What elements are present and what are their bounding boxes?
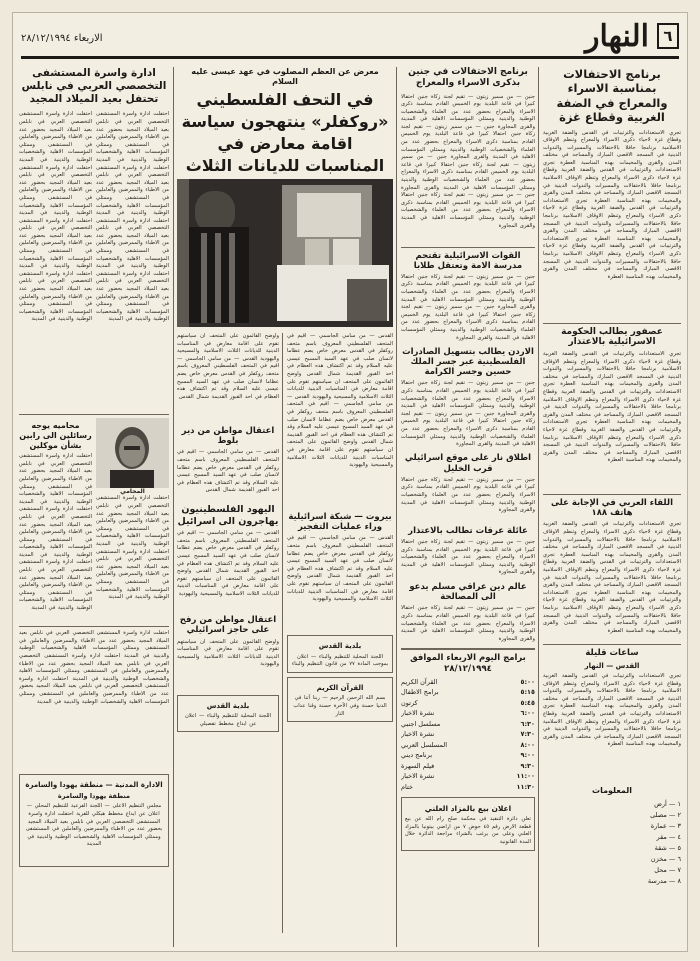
notice-region: منطقة يهودا والسامرة — [57, 791, 131, 800]
tv-schedule-row — [401, 687, 535, 698]
tv-schedule-row — [401, 708, 535, 719]
tv-schedule-row — [401, 729, 535, 740]
list-item: ٨ — مدرسة — [647, 876, 681, 885]
dateline: القدس — النهار — [584, 661, 640, 670]
tv-schedule-row — [401, 719, 535, 730]
article-subheadline: عصفور يطالب الحكومة الاسرائيلية بالاعتذار — [561, 326, 663, 348]
article-body: تجري الاستعدادات والترتيبات في القدس والضفة الغربية وقطاع غزة لاحياء ذكرى الاسراء والمعراج وتنظم الاوقاف الاسلامية برنامجا حافلا بالاحتفالات والمسيرات والندوات الدينية في المسجد الاقصى المبارك والمساجد في مختلف المدن والقرى والمخيمات بهذه المناسبة العطرة تجري الاستعدادات والترتيبات في القدس والضفة الغربية وقطاع غزة لاحياء ذكرى الاسراء والمعراج وتنظم الاوقاف الاسلامية برنامجا حافلا بالاحتفالات والمسيرات والندوات الدينية في المسجد الاقصى المبارك والمساجد في مختلف المدن والقرى والمخيمات بهذه المناسبة العطرة — [543, 673, 681, 748]
article-body: جنين — من سمير زيتون — تقيم لجنة زكاة جنين احتفالا كبيرا في قاعة البلدية يوم الخميس القادم بمناسبة ذكرى الاسراء والمعراج بحضور عدد من العلماء والشخصيات الوطنية والدينية وممثلي المؤسسات الاهلية في المدينة والقرى المجاورة — [401, 476, 535, 514]
article-body: تجري الاستعدادات والترتيبات في القدس والضفة الغربية وقطاع غزة لاحياء ذكرى الاسراء والمعراج وتنظم الاوقاف الاسلامية برنامجا حافلا بالاحتفالات والمسيرات والندوات الدينية في المسجد الاقصى المبارك والمساجد في مختلف المدن والقرى والمخيمات بهذه المناسبة العطرة تجري الاستعدادات والترتيبات في القدس والضفة الغربية وقطاع غزة لاحياء ذكرى الاسراء والمعراج وتنظم الاوقاف الاسلامية برنامجا حافلا بالاحتفالات والمسيرات والندوات الدينية في المسجد الاقصى المبارك والمساجد في مختلف المدن والقرى والمخيمات بهذه المناسبة العطرة تجري الاستعدادات والترتيبات في القدس والضفة الغربية وقطاع غزة لاحياء ذكرى الاسراء والمعراج وتنظم الاوقاف الاسلامية برنامجا حافلا بالاحتفالات والمسيرات والندوات الدينية في المسجد الاقصى المبارك والمساجد في مختلف المدن والقرى والمخيمات بهذه المناسبة العطرة تجري الاستعدادات والترتيبات في القدس والضفة الغربية وقطاع غزة لاحياء ذكرى الاسراء والمعراج وتنظم الاوقاف الاسلامية برنامجا حافلا بالاحتفالات والمسيرات والندوات الدينية في المسجد الاقصى المبارك والمساجد في مختلف المدن والقرى والمخيمات بهذه المناسبة العطرة — [543, 129, 681, 280]
list-heading: المعلومات — [592, 786, 632, 796]
masthead — [21, 19, 679, 59]
article-body: احتفلت ادارة واسرة المستشفى التخصصي العربي في نابلس بعيد الميلاد المجيد بحضور عدد من الاطباء والممرضين والعاملين في المستشفى وممثلي المؤسسات الاهلية والشخصيات الوطنية والدينية في المدينة احتفلت ادارة واسرة المستشفى التخصصي العربي في نابلس بعيد الميلاد المجيد بحضور عدد من الاطباء والممرضين والعاملين في المستشفى وممثلي المؤسسات الاهلية والشخصيات الوطنية والدينية في المدينة احتفلت ادارة واسرة المستشفى التخصصي العربي في نابلس بعيد الميلاد المجيد بحضور عدد من الاطباء والممرضين والعاملين في المستشفى وممثلي المؤسسات الاهلية والشخصيات الوطنية والدينية في المدينة احتفلت ادارة واسرة المستشفى التخصصي العربي في نابلس بعيد الميلاد المجيد بحضور عدد من الاطباء والممرضين والعاملين في المستشفى وممثلي المؤسسات الاهلية والشخصيات الوطنية والدينية في المدينة — [96, 111, 169, 323]
tv-schedule-row — [401, 677, 535, 688]
article-subheadline: ساعات قليلة — [585, 648, 639, 659]
tv-program-title: مسلسل اجنبي — [401, 719, 441, 728]
article-subheadline: بيروت — شبكة اسرائيلية وراء عمليات التفجير — [288, 512, 392, 533]
column-rule — [173, 67, 174, 947]
tv-time: ٩:٣٠ — [520, 761, 535, 770]
article-headline: برنامج الاحتفالات بمناسبة الاسراء والمعراج في الضفة الغربية وقطاع غزة — [556, 67, 668, 125]
tv-schedule-row — [401, 771, 535, 782]
page-number: ٦ — [657, 23, 679, 49]
second-column — [401, 67, 535, 947]
tv-program-title: نشرة الاخبار — [401, 730, 435, 739]
list-item: ٣ — عمارة — [650, 821, 681, 830]
article-body: تجري الاستعدادات والترتيبات في القدس والضفة الغربية وقطاع غزة لاحياء ذكرى الاسراء والمعراج وتنظم الاوقاف الاسلامية برنامجا حافلا بالاحتفالات والمسيرات والندوات الدينية في المسجد الاقصى المبارك والمساجد في مختلف المدن والقرى والمخيمات بهذه المناسبة العطرة تجري الاستعدادات والترتيبات في القدس والضفة الغربية وقطاع غزة لاحياء ذكرى الاسراء والمعراج وتنظم الاوقاف الاسلامية برنامجا حافلا بالاحتفالات والمسيرات والندوات الدينية في المسجد الاقصى المبارك والمساجد في مختلف المدن والقرى والمخيمات بهذه المناسبة العطرة تجري الاستعدادات والترتيبات في القدس والضفة الغربية وقطاع غزة لاحياء ذكرى الاسراء والمعراج وتنظم الاوقاف الاسلامية برنامجا حافلا بالاحتفالات والمسيرات والندوات الدينية في المسجد الاقصى المبارك والمساجد في مختلف المدن والقرى والمخيمات بهذه المناسبة العطرة — [543, 521, 681, 634]
list-item: ٤ — مقر — [656, 832, 681, 841]
tv-time: ١١:٠٠ — [516, 772, 535, 781]
article-body: القدس — من سامي الجاسمي — اقيم في المتحف الفلسطيني المعروف باسم متحف روكفلر في القدس معرض خاص يضم عظاما لانسان صلب في عهد السيد المسيح عيسى عليه السلام وقد تم اكتشاف هذه العظام في احد القبور القديمة شمال القدس واوضح القائمون على المتحف ان سياستهم تقوم على اقامة معارض في المناسبات الدينية للديانات الثلاث الاسلامية والمسيحية واليهودية — [177, 530, 279, 597]
tv-schedule-row — [401, 782, 535, 793]
tv-time: ٥:٠٠ — [520, 677, 535, 686]
tv-program-title: فيلم السهرة — [401, 761, 435, 770]
article-subheadline: اعتقال مواطن من رفح على حاجز اسرائيلي — [179, 615, 277, 636]
tv-program-title: نشرة الاخبار — [401, 772, 435, 781]
left-column — [19, 67, 169, 947]
notice-title: القرآن الكريم — [316, 683, 364, 692]
newspaper-page — [12, 12, 688, 952]
article-subheadline: عائلة عرفات تطالب بالاعتذار — [408, 525, 528, 536]
lawyer-article — [19, 418, 169, 623]
article-subheadline: اعتقال مواطن من دير بلوط — [181, 426, 275, 447]
auction-notice — [401, 797, 535, 850]
article-kicker: معرض عن العظم المصلوب في عهد عيسى عليه السلام — [191, 67, 379, 86]
newspaper-logo: النهار — [585, 19, 649, 54]
tv-schedule-row — [401, 740, 535, 751]
civil-admin-notice — [19, 774, 169, 867]
list-item: ١ — أرض — [654, 799, 681, 808]
quran-notice — [287, 677, 393, 722]
article-body: واوضح القائمون على المتحف ان سياستهم تقوم على اقامة معارض في المناسبات الدينية للديانات الثلاث الاسلامية والمسيحية واليهودية القدس — من سامي الجاسمي — اقيم في المتحف الفلسطيني المعروف باسم متحف روكفلر في القدس معرض خاص يضم عظاما لانسان صلب في عهد السيد المسيح عيسى عليه السلام وقد تم اكتشاف هذه العظام في احد القبور القديمة شمال القدس — [177, 333, 279, 400]
article-body: القدس — من سامي الجاسمي — اقيم في المتحف الفلسطيني المعروف باسم متحف روكفلر في القدس معرض خاص يضم عظاما لانسان صلب في عهد السيد المسيح عيسى عليه السلام وقد تم اكتشاف هذه العظام في احد القبور القديمة شمال القدس واوضح القائمون على المتحف ان سياستهم تقوم على اقامة معارض في المناسبات الدينية للديانات الثلاث الاسلامية والمسيحية واليهودية القدس — من سامي الجاسمي — اقيم في المتحف الفلسطيني المعروف باسم متحف روكفلر في القدس معرض خاص يضم عظاما لانسان صلب في عهد السيد المسيح عيسى عليه السلام وقد تم اكتشاف هذه العظام في احد القبور القديمة شمال القدس واوضح القائمون على المتحف ان سياستهم تقوم على اقامة معارض في المناسبات الدينية للديانات الثلاث الاسلامية والمسيحية واليهودية — [287, 333, 393, 469]
portrait-illustration — [96, 418, 169, 488]
article-subheadline: عالم دين عراقي مسلم يدعو الى المصالحة — [409, 582, 527, 603]
numbered-list — [543, 799, 681, 887]
tv-schedule-heading: برامج اليوم الاربعاء الموافق ٢٨/١٢/١٩٩٤ — [410, 653, 526, 674]
notice-body: تعلن دائرة التنفيذ في محكمة صلح رام الله عن بيع قطعة الارض رقم ٤٥ حوض ٧ من اراضي بيتونيا بالمزاد العلني وعلى من يرغب بالشراء مراجعة الدائرة خلال المدة القانونية — [405, 816, 531, 846]
tv-time: ٩:٠٠ — [520, 751, 535, 760]
lead-headline: في التحف الفلسطيني «روكفلر» ينتهجون سياسة اقامة معارض في المناسبات للديانات الثلاث — [181, 90, 389, 175]
notice-title: بلدية القدس — [318, 642, 362, 651]
right-column — [543, 67, 681, 947]
notice-title: اعلان بيع بالمزاد العلني — [424, 804, 512, 814]
tv-time: ٦:٠٠ — [520, 709, 535, 718]
article-body: تجري الاستعدادات والترتيبات في القدس والضفة الغربية وقطاع غزة لاحياء ذكرى الاسراء والمعراج وتنظم الاوقاف الاسلامية برنامجا حافلا بالاحتفالات والمسيرات والندوات الدينية في المسجد الاقصى المبارك والمساجد في مختلف المدن والقرى والمخيمات بهذه المناسبة العطرة تجري الاستعدادات والترتيبات في القدس والضفة الغربية وقطاع غزة لاحياء ذكرى الاسراء والمعراج وتنظم الاوقاف الاسلامية برنامجا حافلا بالاحتفالات والمسيرات والندوات الدينية في المسجد الاقصى المبارك والمساجد في مختلف المدن والقرى والمخيمات بهذه المناسبة العطرة تجري الاستعدادات والترتيبات في القدس والضفة الغربية وقطاع غزة لاحياء ذكرى الاسراء والمعراج وتنظم الاوقاف الاسلامية برنامجا حافلا بالاحتفالات والمسيرات والندوات الدينية في المسجد الاقصى المبارك والمساجد في مختلف المدن والقرى والمخيمات بهذه المناسبة العطرة — [543, 351, 681, 464]
article-body: احتفلت ادارة واسرة المستشفى التخصصي العربي في نابلس بعيد الميلاد المجيد بحضور عدد من الاطباء والممرضين والعاملين في المستشفى وممثلي المؤسسات الاهلية والشخصيات الوطنية والدينية في المدينة احتفلت ادارة واسرة المستشفى التخصصي العربي في نابلس بعيد الميلاد المجيد بحضور عدد من الاطباء والممرضين والعاملين في المستشفى وممثلي المؤسسات الاهلية والشخصيات الوطنية والدينية في المدينة احتفلت ادارة واسرة المستشفى التخصصي العربي في نابلس بعيد الميلاد المجيد بحضور عدد من الاطباء والممرضين والعاملين في المستشفى وممثلي المؤسسات الاهلية والشخصيات الوطنية والدينية في المدينة — [19, 453, 92, 612]
article-body: جنين — من سمير زيتون — تقيم لجنة زكاة جنين احتفالا كبيرا في قاعة البلدية يوم الخميس القادم بمناسبة ذكرى الاسراء والمعراج بحضور عدد من العلماء والشخصيات الوطنية والدينية وممثلي المؤسسات الاهلية في المدينة والقرى المجاورة جنين — من سمير زيتون — تقيم لجنة زكاة جنين احتفالا كبيرا في قاعة البلدية يوم الخميس القادم بمناسبة ذكرى الاسراء والمعراج بحضور عدد من العلماء والشخصيات الوطنية والدينية وممثلي المؤسسات الاهلية في المدينة والقرى المجاورة جنين — من سمير زيتون — تقيم لجنة زكاة جنين احتفالا كبيرا في قاعة البلدية يوم الخميس القادم بمناسبة ذكرى الاسراء والمعراج بحضور عدد من العلماء والشخصيات الوطنية والدينية وممثلي المؤسسات الاهلية في المدينة والقرى المجاورة جنين — من سمير زيتون — تقيم لجنة زكاة جنين احتفالا كبيرا في قاعة البلدية يوم الخميس القادم بمناسبة ذكرى الاسراء والمعراج بحضور عدد من العلماء والشخصيات الوطنية والدينية وممثلي المؤسسات الاهلية في المدينة والقرى المجاورة — [401, 93, 535, 229]
notice-body: اللجنة المحلية للتنظيم والبناء — اعلان عن ايداع مخطط تفصيلي — [184, 712, 272, 727]
tv-program-title: برامج الاطفال — [401, 688, 439, 697]
center-column — [177, 67, 393, 947]
notice-title: الادارة المدنية — منطقة يهودا والسامرة — [25, 781, 163, 790]
center-articles — [177, 333, 393, 943]
article-subheadline: الاردن يطالب بتسهيل الصادرات الفلسطينية عبر جسر الملك حسين وجسر الكرامة — [402, 346, 534, 378]
tv-time: ٥:٤٥ — [520, 698, 535, 707]
tv-schedule-row — [401, 698, 535, 709]
museum-photo — [177, 179, 393, 327]
municipality-notice — [177, 695, 279, 733]
tv-program-title: المسلسل العربي — [401, 740, 448, 749]
list-item: ٥ — شقة — [654, 843, 681, 852]
article-body: احتفلت ادارة واسرة المستشفى التخصصي العربي في نابلس بعيد الميلاد المجيد بحضور عدد من الاطباء والممرضين والعاملين في المستشفى وممثلي المؤسسات الاهلية والشخصيات الوطنية والدينية في المدينة احتفلت ادارة واسرة المستشفى التخصصي العربي في نابلس بعيد الميلاد المجيد بحضور عدد من الاطباء والممرضين والعاملين في المستشفى وممثلي المؤسسات الاهلية والشخصيات الوطنية والدينية في المدينة احتفلت ادارة واسرة المستشفى التخصصي العربي في نابلس بعيد الميلاد المجيد بحضور عدد من الاطباء والممرضين والعاملين في المستشفى وممثلي المؤسسات الاهلية والشخصيات الوطنية والدينية في المدينة احتفلت ادارة واسرة المستشفى التخصصي العربي في نابلس بعيد الميلاد المجيد بحضور عدد من الاطباء والممرضين والعاملين في المستشفى وممثلي المؤسسات الاهلية والشخصيات الوطنية والدينية في المدينة — [19, 111, 92, 323]
article-subheadline: اللقاء العربي في الإجابة على هاتف ١٨٨ — [551, 498, 673, 519]
tv-time: ٥:١٥ — [520, 688, 535, 697]
tv-program-title: نشرة الاخبار — [401, 709, 435, 718]
tv-program-title: كرتون — [401, 698, 418, 707]
lawyer-portrait — [96, 418, 169, 488]
column-rule — [538, 67, 539, 947]
municipality-notice — [287, 635, 393, 673]
tv-time: ٦:٣٠ — [520, 719, 535, 728]
museum-photo-illustration — [177, 179, 393, 327]
article-headline: ادارة واسرة المستشفى التخصصي العربي في نابلس تحتفل بعيد الميلاد المجيد — [21, 67, 167, 106]
article-body: جنين — من سمير زيتون — تقيم لجنة زكاة جنين احتفالا كبيرا في قاعة البلدية يوم الخميس القادم بمناسبة ذكرى الاسراء والمعراج بحضور عدد من العلماء والشخصيات الوطنية والدينية وممثلي المؤسسات الاهلية في المدينة والقرى المجاورة — [401, 605, 535, 642]
tv-program-title: القرآن الكريم — [401, 677, 438, 686]
issue-date: الاربعاء ٢٨/١٢/١٩٩٤ — [21, 33, 103, 44]
article-body: واوضح القائمون على المتحف ان سياستهم تقوم على اقامة معارض في المناسبات الدينية للديانات الثلاث الاسلامية والمسيحية واليهودية — [177, 638, 279, 668]
list-item: ٧ — محل — [654, 865, 681, 874]
notice-title: بلدية القدس — [206, 701, 250, 710]
tv-time: ١١:٣٠ — [516, 782, 535, 791]
column-rule — [396, 67, 397, 947]
tv-program-title: ختام — [401, 782, 413, 791]
list-item: ٢ — مصلى — [650, 810, 681, 819]
article-body: القدس — من سامي الجاسمي — اقيم في المتحف الفلسطيني المعروف باسم متحف روكفلر في القدس معرض خاص يضم عظاما لانسان صلب في عهد السيد المسيح عيسى عليه السلام وقد تم اكتشاف هذه العظام في احد القبور القديمة شمال القدس واوضح القائمون على المتحف ان سياستهم تقوم على اقامة معارض في المناسبات الدينية للديانات الثلاث الاسلامية والمسيحية واليهودية — [287, 535, 393, 603]
article-subheadline: اليهود الفلسطينيون يهاجرون الى اسرائيل — [177, 504, 279, 527]
photo-caption: المحامي — [120, 488, 145, 496]
article-body: القدس — من سامي الجاسمي — اقيم في المتحف الفلسطيني المعروف باسم متحف روكفلر في القدس معرض خاص يضم عظاما لانسان صلب في عهد السيد المسيح عيسى عليه السلام وقد تم اكتشاف هذه العظام في احد القبور القديمة شمال القدس — [177, 449, 279, 494]
tv-schedule-row — [401, 750, 535, 761]
list-item: ٦ — مخزن — [650, 854, 681, 863]
article-subheadline: اطلاق نار على موقع اسرائيلي قرب الخليل — [404, 453, 532, 474]
left-article-columns — [19, 111, 169, 411]
article-body: احتفلت ادارة واسرة المستشفى التخصصي العربي في نابلس بعيد الميلاد المجيد بحضور عدد من الاطباء والممرضين والعاملين في المستشفى وممثلي المؤسسات الاهلية والشخصيات الوطنية والدينية في المدينة احتفلت ادارة واسرة المستشفى التخصصي العربي في نابلس بعيد الميلاد المجيد بحضور عدد من الاطباء والممرضين والعاملين في المستشفى وممثلي المؤسسات الاهلية والشخصيات الوطنية والدينية في المدينة — [96, 495, 169, 601]
article-headline: برنامج الاحتفالات في جنين بذكرى الاسراء والمعراج — [408, 67, 528, 89]
tv-schedule — [401, 677, 535, 793]
notice-body: اللجنة المحلية للتنظيم والبناء — اعلان بموجب المادة ٧٧ من قانون التنظيم والبناء — [291, 653, 389, 668]
tv-time: ٧:٣٠ — [520, 730, 535, 739]
tv-program-title: برنامج ديني — [401, 751, 433, 760]
notice-body: بسم الله الرحمن الرحيم — ربنا آتنا في الدنيا حسنة وفي الآخرة حسنة وقنا عذاب النار — [293, 695, 387, 717]
article-body: جنين — من سمير زيتون — تقيم لجنة زكاة جنين احتفالا كبيرا في قاعة البلدية يوم الخميس القادم بمناسبة ذكرى الاسراء والمعراج بحضور عدد من العلماء والشخصيات الوطنية والدينية وممثلي المؤسسات الاهلية في المدينة والقرى المجاورة — [401, 539, 535, 576]
tv-time: ٨:٠٠ — [520, 740, 535, 749]
notice-body: مجلس التنظيم الاعلى — اللجنة الفرعية للتنظيم المحلي — اعلان عن ايداع مخطط هيكلي للقرية احتفلت ادارة واسرة المستشفى التخصصي العربي في نابلس بعيد الميلاد المجيد بحضور عدد من الاطباء والممرضين والعاملين في المستشفى وممثلي المؤسسات الاهلية والشخصيات الوطنية والدينية في المدينة — [25, 803, 163, 848]
article-subheadline: القوات الاسرائيلية تقتحم مدرسة الامة وتعتقل طلابا — [413, 250, 523, 271]
tv-schedule-row — [401, 761, 535, 772]
article-body: جنين — من سمير زيتون — تقيم لجنة زكاة جنين احتفالا كبيرا في قاعة البلدية يوم الخميس القادم بمناسبة ذكرى الاسراء والمعراج بحضور عدد من العلماء والشخصيات الوطنية والدينية وممثلي المؤسسات الاهلية في المدينة والقرى المجاورة جنين — من سمير زيتون — تقيم لجنة زكاة جنين احتفالا كبيرا في قاعة البلدية يوم الخميس القادم بمناسبة ذكرى الاسراء والمعراج بحضور عدد من العلماء والشخصيات الوطنية والدينية وممثلي المؤسسات الاهلية في المدينة والقرى المجاورة — [401, 380, 535, 448]
article-body: احتفلت ادارة واسرة المستشفى التخصصي العربي في نابلس بعيد الميلاد المجيد بحضور عدد من الاطباء والممرضين والعاملين في المستشفى وممثلي المؤسسات الاهلية والشخصيات الوطنية والدينية في المدينة احتفلت ادارة واسرة المستشفى التخصصي العربي في نابلس بعيد الميلاد المجيد بحضور عدد من الاطباء والممرضين والعاملين في المستشفى وممثلي المؤسسات الاهلية والشخصيات الوطنية والدينية في المدينة احتفلت ادارة واسرة المستشفى التخصصي العربي في نابلس بعيد الميلاد المجيد بحضور عدد من الاطباء والممرضين والعاملين في المستشفى وممثلي المؤسسات الاهلية والشخصيات الوطنية والدينية في المدينة — [19, 630, 169, 705]
article-subheadline: محاميه يوجه رسائلين الى رابين بشأن موكلين — [19, 421, 92, 450]
article-body: جنين — من سمير زيتون — تقيم لجنة زكاة جنين احتفالا كبيرا في قاعة البلدية يوم الخميس القادم بمناسبة ذكرى الاسراء والمعراج بحضور عدد من العلماء والشخصيات الوطنية والدينية وممثلي المؤسسات الاهلية في المدينة والقرى المجاورة جنين — من سمير زيتون — تقيم لجنة زكاة جنين احتفالا كبيرا في قاعة البلدية يوم الخميس القادم بمناسبة ذكرى الاسراء والمعراج بحضور عدد من العلماء والشخصيات الوطنية والدينية وممثلي المؤسسات الاهلية في المدينة والقرى المجاورة — [401, 273, 535, 341]
